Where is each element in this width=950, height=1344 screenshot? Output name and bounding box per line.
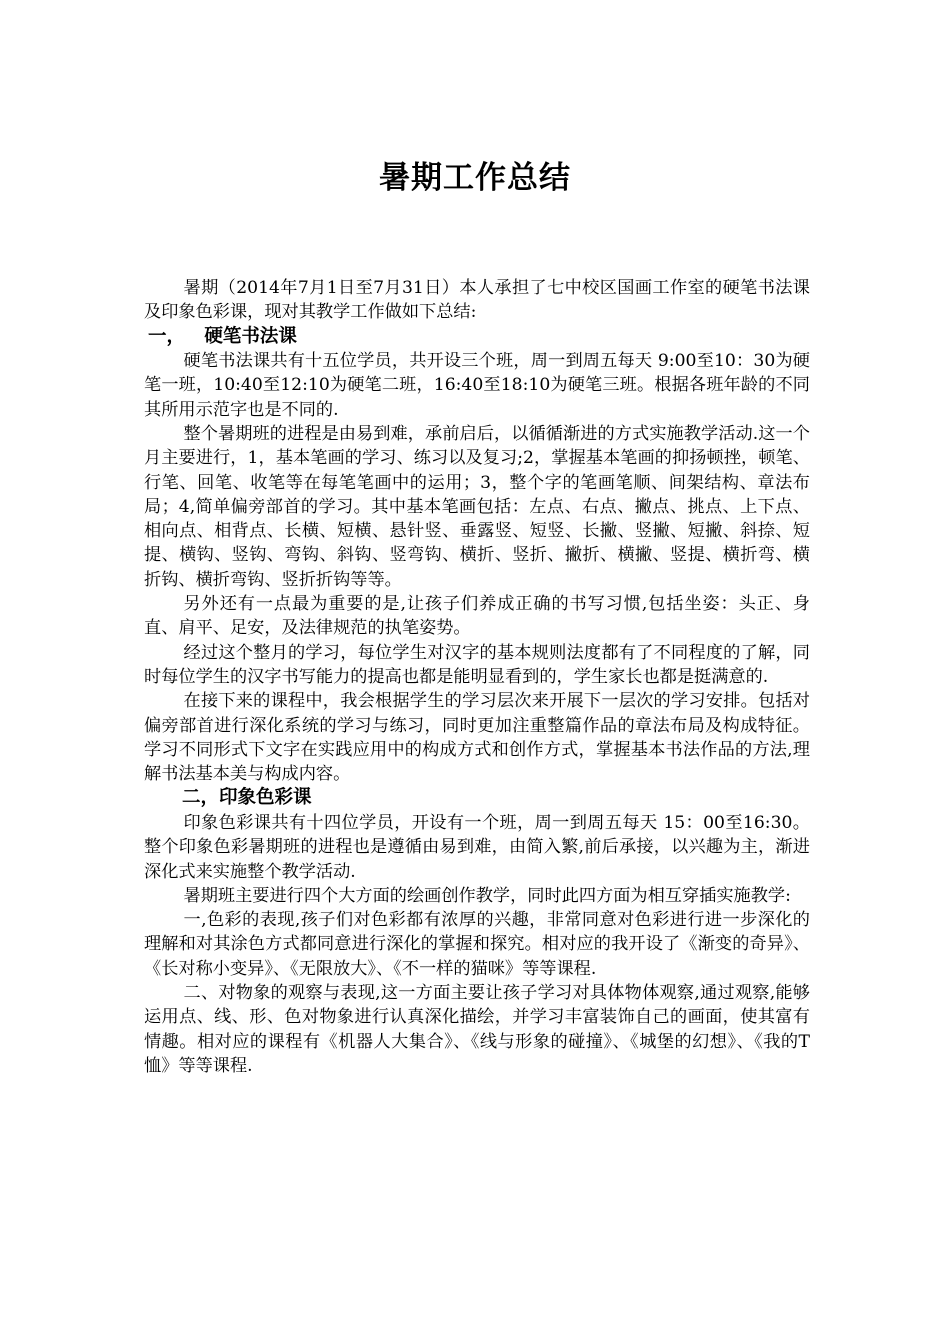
paragraph: 二、对物象的观察与表现,这一方面主要让孩子学习对具体物体观察,通过观察,能够运用点、线、形、色对物象进行认真深化描绘，并学习丰富装饰自己的画面，使其富有情趣。相对应的课程有《机器人大集合》、《线与形象的碰撞》、《城堡的幻想》、《我的T恤》等等课程. [144,983,810,1076]
paragraph: 一,色彩的表现,孩子们对色彩都有浓厚的兴趣，非常同意对色彩进行进一步深化的理解和对其涂色方式都同意进行深化的掌握和探究。相对应的我开设了《渐变的奇异》、《长对称小变异》、《无限放大》、《不一样的猫咪》等等课程. [144,910,810,979]
paragraph: 硬笔书法课共有十五位学员，共开设三个班，周一到周五每天 9:00至10：30为硬笔一班，10:40至12:10为硬笔二班，16:40至18:10为硬笔三班。根据各班年龄的不同其所用示范字也是不同的. [144,351,810,420]
paragraph: 整个暑期班的进程是由易到难，承前启后，以循循渐进的方式实施教学活动.这一个月主要进行，1，基本笔画的学习、练习以及复习;2，掌握基本笔画的抑扬顿挫，顿笔、行笔、回笔、收笔等在每笔笔画中的运用；3，整个字的笔画笔顺、间架结构、章法布局；4,简单偏旁部首的学习。其中基本笔画包括：左点、右点、撇点、挑点、上下点、相向点、相背点、长横、短横、悬针竖、垂露竖、短竖、长撇、竖撇、短撇、斜捺、短提、横钩、竖钩、弯钩、斜钩、竖弯钩、横折、竖折、撇折、横撇、竖提、横折弯、横折钩、横折弯钩、竖折折钩等等。 [144,423,810,590]
paragraph: 经过这个整月的学习，每位学生对汉字的基本规则法度都有了不同程度的了解，同时每位学生的汉字书写能力的提高也都是能明显看到的，学生家长也都是挺满意的. [144,642,810,687]
section-heading-calligraphy: 一， 硬笔书法课 [148,325,297,347]
intro-paragraph: 暑期（2014年7月1日至7月31日）本人承担了七中校区国画工作室的硬笔书法课及印象色彩课，现对其教学工作做如下总结: [144,278,810,323]
paragraph: 在接下来的课程中，我会根据学生的学习层次来开展下一层次的学习安排。包括对偏旁部首进行深化系统的学习与练习，同时更加注重整篇作品的章法布局及构成特征。学习不同形式下文字在实践应用中的构成方式和创作方式，掌握基本书法作品的方法,理解书法基本美与构成内容。 [144,691,810,785]
document-body [144,276,810,1078]
page-title: 暑期工作总结 [379,160,571,196]
paragraph: 另外还有一点最为重要的是,让孩子们养成正确的书写习惯,包括坐姿：头正、身直、肩平、足安，及法律规范的执笔姿势。 [144,594,810,639]
paragraph: 暑期班主要进行四个大方面的绘画创作教学，同时此四方面为相互穿插实施教学: [183,885,791,906]
section-heading-color: 二，印象色彩课 [182,787,312,809]
paragraph: 印象色彩课共有十四位学员，开设有一个班，周一到周五每天 15：00至16:30。整个印象色彩暑期班的进程也是遵循由易到难，由简入繁,前后承接，以兴趣为主，渐进深化式来实施整个教学活动. [144,812,810,882]
